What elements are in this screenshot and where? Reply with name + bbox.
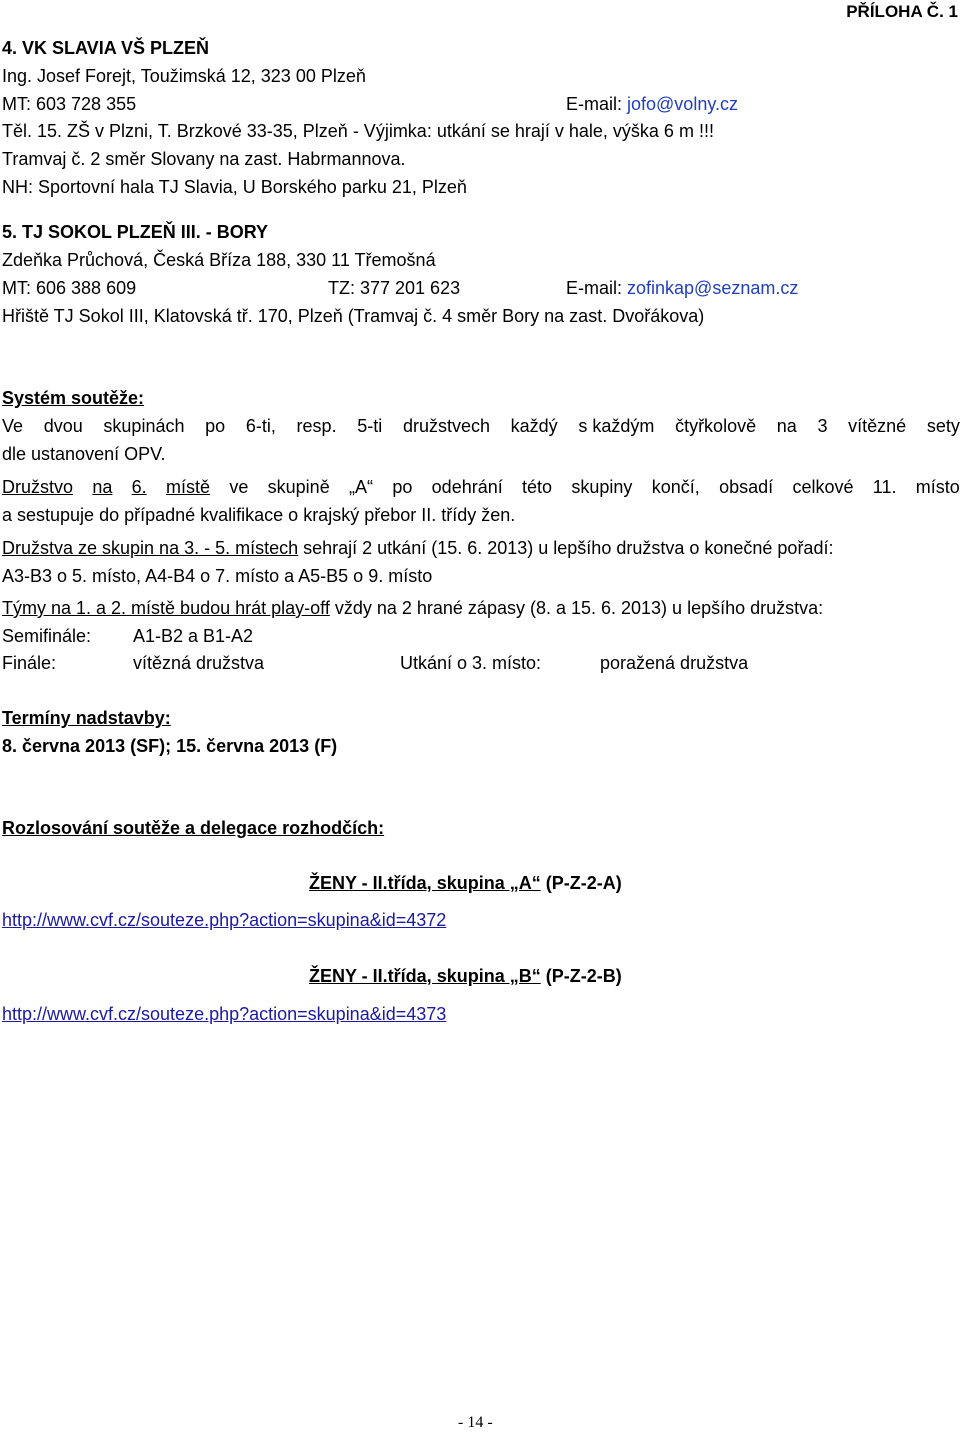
third-place-value: poražená družstva (600, 653, 749, 673)
system-paragraph-4-underlined: Týmy na 1. a 2. místě budou hrát play-off (2, 598, 330, 618)
club5-email[interactable]: zofinkap@seznam.cz (627, 278, 799, 298)
system-paragraph-3-rest: sehrají 2 utkání (15. 6. 2013) u lepšího družstva o konečné pořadí: (298, 538, 834, 558)
word: této (522, 477, 553, 497)
word: 11. (872, 477, 897, 497)
club5-tz: TZ: 377 201 623 (328, 278, 461, 298)
club5-address: Zdeňka Průchová, Česká Bříza 188, 330 11 Třemošná (2, 250, 436, 270)
final-value: vítězná družstva (133, 653, 265, 673)
word: čtyřkolově (675, 416, 757, 436)
system-paragraph-3-underlined: Družstva ze skupin na 3. - 5. místech (2, 538, 299, 558)
word: ve (229, 477, 249, 497)
page-number: - 14 - (458, 1414, 493, 1431)
word: sety (926, 416, 960, 436)
group-b-link[interactable]: http://www.cvf.cz/souteze.php?action=skupina&id=4373 (2, 1004, 447, 1024)
word: skupině (267, 477, 330, 497)
club4-email-row (566, 94, 738, 115)
word: na (776, 416, 797, 436)
club4-mt: MT: 603 728 355 (2, 94, 137, 114)
word: obsadí (719, 477, 774, 497)
system-paragraph-3-line-2: A3-B3 o 5. místo, A4-B4 o 7. místo a A5-B5 o 9. místo (2, 566, 433, 586)
word: po (205, 416, 226, 436)
group-a-code: (P-Z-2-A) (540, 873, 622, 893)
word: skupiny (571, 477, 633, 497)
semifinal-label: Semifinále: (2, 626, 92, 646)
system-paragraph-3 (2, 538, 833, 559)
club4-email[interactable]: jofo@volny.cz (627, 94, 738, 114)
word: družstvech (402, 416, 490, 436)
club4-venue-2: Tramvaj č. 2 směr Slovany na zast. Habrmannova. (2, 149, 406, 169)
word: 5-ti (357, 416, 383, 436)
word: 3 (817, 416, 828, 436)
group-a-heading (309, 873, 622, 894)
system-paragraph-1-line-2: dle ustanovení OPV. (2, 444, 166, 464)
third-place-label: Utkání o 3. místo: (400, 653, 542, 673)
word: resp. (296, 416, 337, 436)
word: každý (510, 416, 558, 436)
word: Ve (2, 416, 24, 436)
semifinal-value: A1-B2 a B1-A2 (133, 626, 254, 646)
draw-heading: Rozlosování soutěže a delegace rozhodčích: (2, 818, 385, 838)
system-paragraph-4 (2, 598, 823, 619)
system-paragraph-4-rest: vždy na 2 hrané zápasy (8. a 15. 6. 2013) u lepšího družstva: (329, 598, 824, 618)
word: Družstvo (2, 477, 74, 497)
system-paragraph-2 (2, 477, 960, 498)
group-b-heading (309, 966, 622, 987)
club5-email-label: E-mail: (566, 278, 628, 298)
word: s každým (578, 416, 655, 436)
word: skupinách (103, 416, 185, 436)
terms-value: 8. června 2013 (SF); 15. června 2013 (F) (2, 736, 338, 756)
group-a-link[interactable]: http://www.cvf.cz/souteze.php?action=skupina&id=4372 (2, 910, 447, 930)
word: místo (915, 477, 960, 497)
system-paragraph-2-line-2: a sestupuje do případné kvalifikace o krajský přebor II. třídy žen. (2, 505, 516, 525)
annex-label: PŘÍLOHA Č. 1 (846, 2, 958, 21)
club4-venue-3: NH: Sportovní hala TJ Slavia, U Borského parku 21, Plzeň (2, 177, 467, 197)
word: vítězné (848, 416, 907, 436)
group-b-title: ŽENY - II.třída, skupina „B“ (309, 966, 541, 986)
word: 6-ti, (245, 416, 276, 436)
word: „A“ (349, 477, 374, 497)
word: místě (166, 477, 211, 497)
club5-email-row (566, 278, 798, 299)
final-label: Finále: (2, 653, 57, 673)
word: dvou (43, 416, 83, 436)
club5-mt: MT: 606 388 609 (2, 278, 137, 298)
system-paragraph-1 (2, 416, 960, 437)
terms-heading: Termíny nadstavby: (2, 708, 171, 728)
group-a-title: ŽENY - II.třída, skupina „A“ (309, 873, 541, 893)
word: na (92, 477, 113, 497)
club4-address: Ing. Josef Forejt, Toužimská 12, 323 00 Plzeň (2, 66, 366, 86)
club5-venue: Hřiště TJ Sokol III, Klatovská tř. 170, Plzeň (Tramvaj č. 4 směr Bory na zast. Dvořákova) (2, 306, 705, 326)
word: končí, (651, 477, 700, 497)
word: odehrání (431, 477, 503, 497)
word: 6. (131, 477, 147, 497)
group-b-code: (P-Z-2-B) (540, 966, 622, 986)
club5-title: 5. TJ SOKOL PLZEŇ III. - BORY (2, 222, 269, 242)
system-heading: Systém soutěže: (2, 388, 145, 408)
club4-title: 4. VK SLAVIA VŠ PLZEŇ (2, 38, 210, 58)
club4-email-label: E-mail: (566, 94, 628, 114)
word: celkové (792, 477, 854, 497)
word: po (392, 477, 413, 497)
club4-venue-1: Těl. 15. ZŠ v Plzni, T. Brzkové 33-35, Plzeň - Výjimka: utkání se hrají v hale, výška 6 m !!! (2, 121, 714, 141)
